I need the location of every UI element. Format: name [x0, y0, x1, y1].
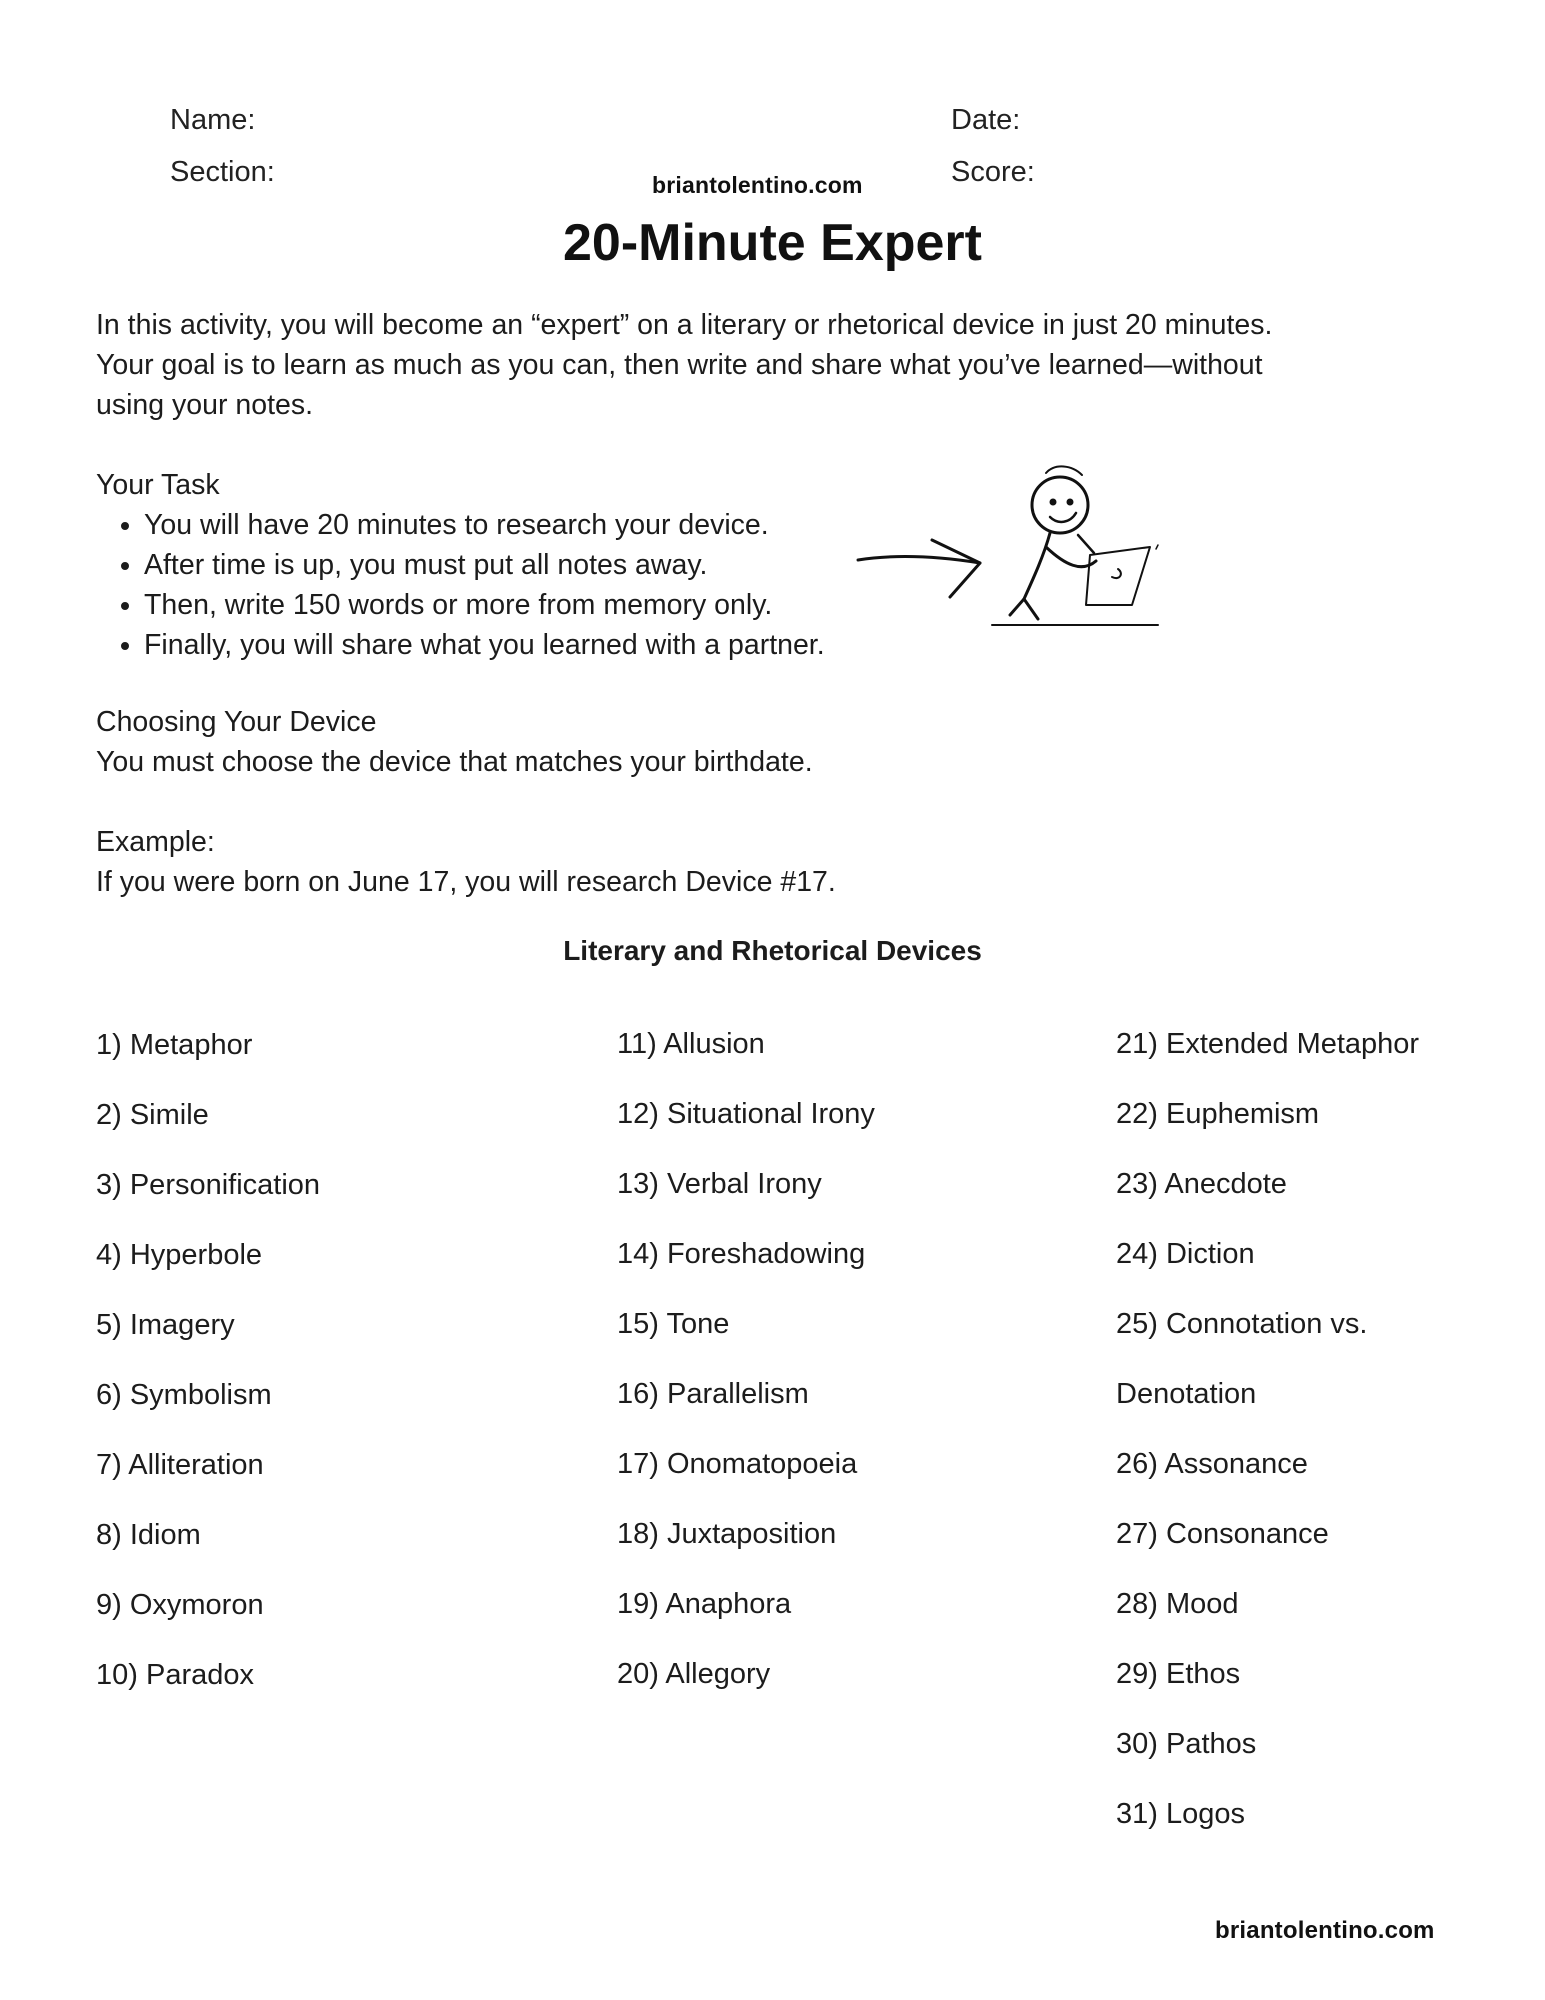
list-item: 22) Euphemism — [1116, 1098, 1320, 1130]
writing-figure-illustration — [850, 455, 1180, 635]
choosing-heading: Choosing Your Device — [96, 706, 377, 738]
list-item: 7) Alliteration — [96, 1449, 264, 1481]
list-item: 31) Logos — [1116, 1798, 1245, 1830]
list-item: 16) Parallelism — [617, 1378, 809, 1410]
section-label: Section: — [170, 156, 275, 188]
list-item: • Then, write 150 words or more from memory only. — [144, 585, 825, 625]
example-heading: Example: — [96, 826, 215, 858]
devices-column-2 — [617, 1009, 875, 1709]
list-item: • Finally, you will share what you learned with a partner. — [144, 625, 825, 665]
date-label: Date: — [951, 104, 1021, 136]
list-item: 27) Consonance — [1116, 1518, 1329, 1550]
list-item: 15) Tone — [617, 1308, 730, 1340]
list-item: 3) Personification — [96, 1169, 321, 1201]
list-item: 21) Extended Metaphor — [1116, 1028, 1420, 1060]
name-label: Name: — [170, 104, 256, 136]
list-item: 18) Juxtaposition — [617, 1518, 837, 1550]
task-heading — [96, 465, 1456, 505]
page-title: 20-Minute Expert — [563, 214, 982, 272]
task-heading-text: Your Task — [96, 469, 220, 501]
list-item: 19) Anaphora — [617, 1588, 792, 1620]
list-item: 13) Verbal Irony — [617, 1168, 822, 1200]
list-item: 20) Allegory — [617, 1658, 771, 1690]
choosing-text: You must choose the device that matches your birthdate. — [96, 746, 813, 778]
score-label: Score: — [951, 156, 1035, 188]
site-watermark-footer: briantolentino.com — [1215, 1917, 1435, 1944]
list-item: 4) Hyperbole — [96, 1239, 263, 1271]
intro-paragraph — [96, 305, 1456, 425]
list-item: 28) Mood — [1116, 1588, 1239, 1620]
list-item: 29) Ethos — [1116, 1658, 1241, 1690]
devices-column-3 — [1116, 1009, 1419, 1849]
list-item: 17) Onomatopoeia — [617, 1448, 858, 1480]
list-item: 14) Foreshadowing — [617, 1238, 866, 1270]
list-item: 25) Connotation vs. — [1116, 1308, 1368, 1340]
list-item: 10) Paradox — [96, 1659, 254, 1691]
list-item: • You will have 20 minutes to research your device. — [144, 505, 825, 545]
intro-line: using your notes. — [96, 389, 314, 421]
intro-line: In this activity, you will become an “expert” on a literary or rhetorical device in just 20 minutes. — [96, 309, 1273, 341]
arrow-icon — [858, 557, 980, 563]
list-item: 30) Pathos — [1116, 1728, 1257, 1760]
list-item: 6) Symbolism — [96, 1379, 272, 1411]
list-item: 2) Simile — [96, 1099, 209, 1131]
list-item: 24) Diction — [1116, 1238, 1255, 1270]
devices-heading: Literary and Rhetorical Devices — [563, 935, 982, 966]
list-item: 8) Idiom — [96, 1519, 201, 1551]
example-section — [96, 822, 1456, 902]
list-item: 23) Anecdote — [1116, 1168, 1287, 1200]
example-text: If you were born on June 17, you will research Device #17. — [96, 866, 836, 898]
list-item: Denotation — [1116, 1378, 1257, 1410]
list-item: 12) Situational Irony — [617, 1098, 875, 1130]
list-item: 9) Oxymoron — [96, 1589, 264, 1621]
list-item: 26) Assonance — [1116, 1448, 1308, 1480]
intro-line: Your goal is to learn as much as you can, then write and share what you’ve learned—without — [96, 349, 1263, 381]
site-watermark-top: briantolentino.com — [652, 172, 863, 198]
list-item: • After time is up, you must put all notes away. — [144, 545, 825, 585]
task-list — [96, 505, 825, 665]
list-item: 11) Allusion — [617, 1028, 765, 1060]
devices-column-1 — [96, 1010, 320, 1710]
list-item: 5) Imagery — [96, 1309, 235, 1341]
list-item: 1) Metaphor — [96, 1029, 253, 1061]
choosing-section — [96, 702, 1456, 782]
figure-head-icon — [1032, 477, 1088, 533]
